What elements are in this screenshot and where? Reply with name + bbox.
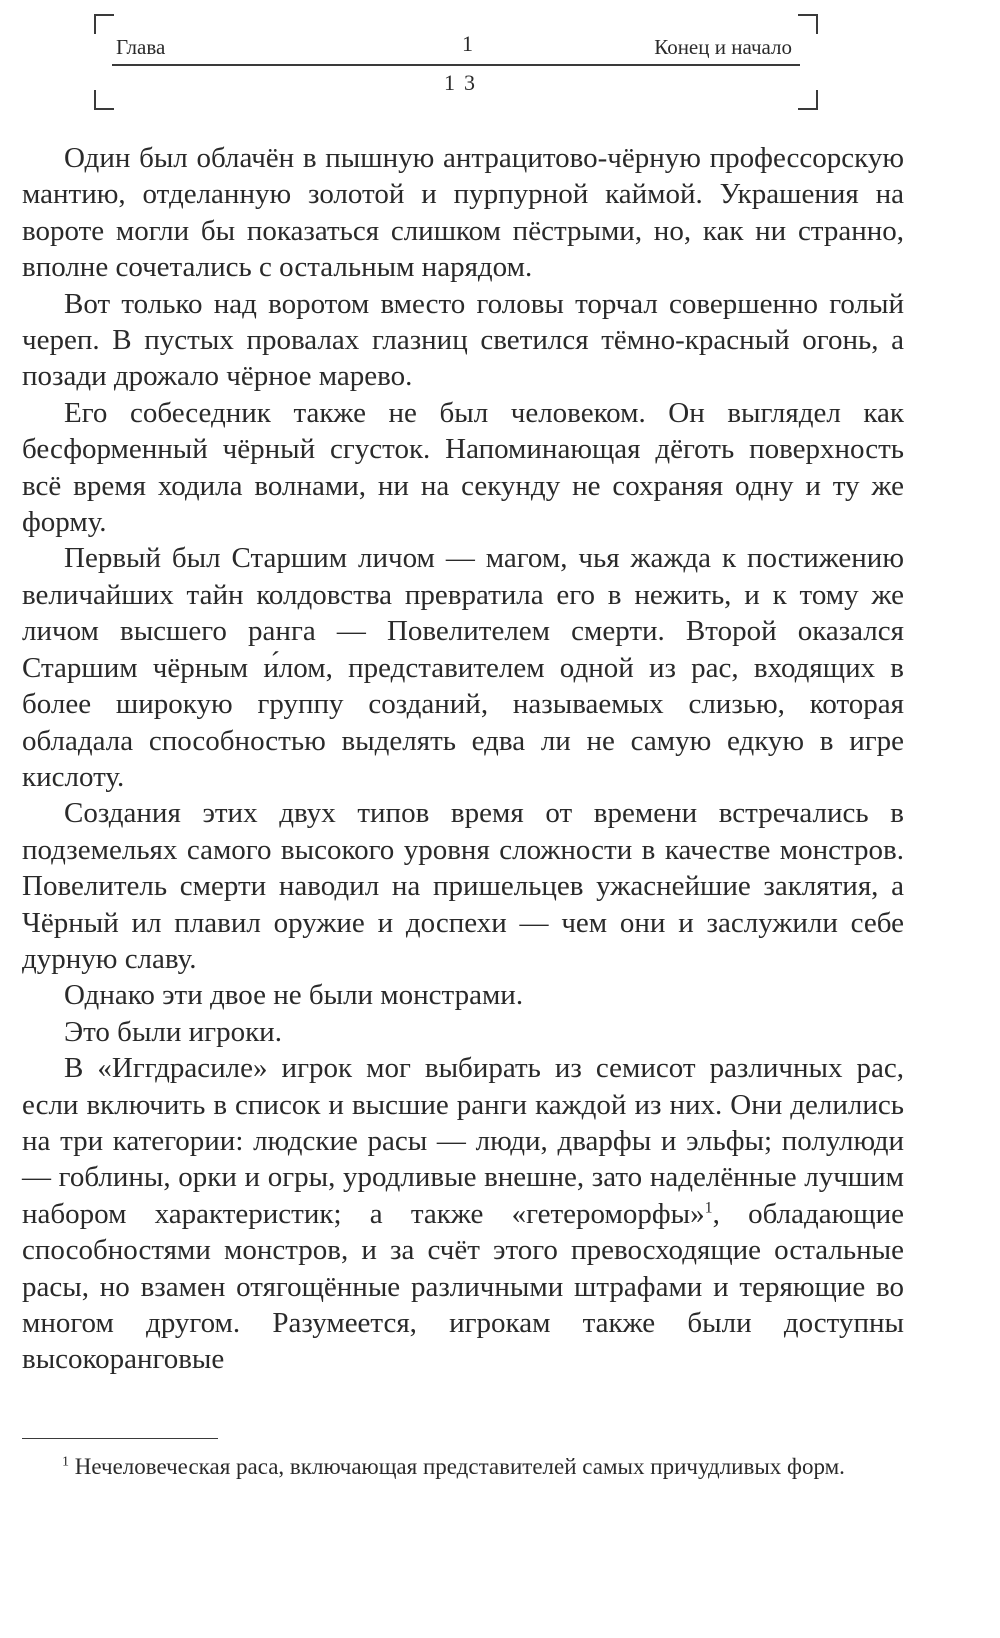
footnote [22, 1449, 904, 1485]
footnote-rule [22, 1438, 218, 1439]
paragraph: Это были игроки. [64, 1015, 282, 1048]
running-header [94, 14, 818, 110]
header-chapter-title: Конец и начало [654, 35, 792, 59]
paragraph: Создания этих двух типов время от времени встречались в подземельях самого высокого уровня сложности в качестве монстров. Повелитель смерти наводил на пришельцев ужаснейшие заклятия, а Чёрный ил плавил оружие и доспехи — чем они и заслужили себе дурную славу. [22, 797, 904, 975]
paragraph-text-continued: , обладающие способностями монстров, и за счёт этого превосходящие остальные расы, но взамен отягощённые различными штрафами и теряющие во многом другом. Разумеется, игрокам также были доступны высокоранговые [22, 1197, 904, 1376]
body-text [22, 140, 904, 1378]
header-corner-top-right [798, 14, 818, 34]
footnote-number: 1 [62, 1454, 69, 1470]
paragraph-text: В «Иггдрасиле» игрок мог выбирать из семисот различных рас, если включить в список и высшие ранги каждой из них. Они делились на три категории: людские расы — люди, дварфы и эльфы; полулюди — гоблины, орки и огры, уродливые внешне, зато наделённые лучшим набором характеристик; а также «гетероморфы» [22, 1052, 904, 1230]
footnote-text: Нечеловеческая раса, включающая представителей самых причудливых форм. [74, 1454, 845, 1479]
header-chapter-number: 1 [462, 31, 473, 56]
paragraph: Вот только над воротом вместо головы торчал совершенно голый череп. В пустых провалах глазниц светился тёмно-красный огонь, а позади дрожало чёрное марево. [22, 287, 904, 393]
paragraph: Один был облачён в пышную антрацитово-чёрную профессорскую мантию, отделанную золотой и пурпурной каймой. Украшения на вороте могли бы показаться слишком пёстрыми, но, как ни странно, вполне сочетались с остальным нарядом. [22, 142, 904, 284]
header-corner-bottom-left [94, 90, 114, 110]
page-number: 13 [444, 70, 484, 95]
header-rule [112, 64, 800, 66]
paragraph: Однако эти двое не были монстрами. [64, 979, 524, 1012]
header-corner-top-left [94, 14, 114, 34]
footnote-reference: 1 [704, 1199, 713, 1217]
paragraph: Его собеседник также не был человеком. Он выглядел как бесформенный чёрный сгусток. Напоминающая дёготь поверхность всё время ходила волнами, ни на секунду не сохраняя одну и ту же форму. [22, 396, 904, 539]
header-chapter-label: Глава [116, 35, 166, 59]
paragraph: Первый был Старшим личом — магом, чья жажда к постижению величайших тайн колдовства превратила его в нежить, и к тому же личом высшего ранга — Повелителем смерти. Второй оказался Старшим чёрным и́лом, представителем одной из рас, входящих в более широкую группу созданий, называемых слизью, которая обладала способностью выделять едва ли не самую едкую в игре кислоту. [22, 542, 904, 793]
paragraph-with-footnote [22, 1050, 904, 1378]
header-corner-bottom-right [798, 90, 818, 110]
